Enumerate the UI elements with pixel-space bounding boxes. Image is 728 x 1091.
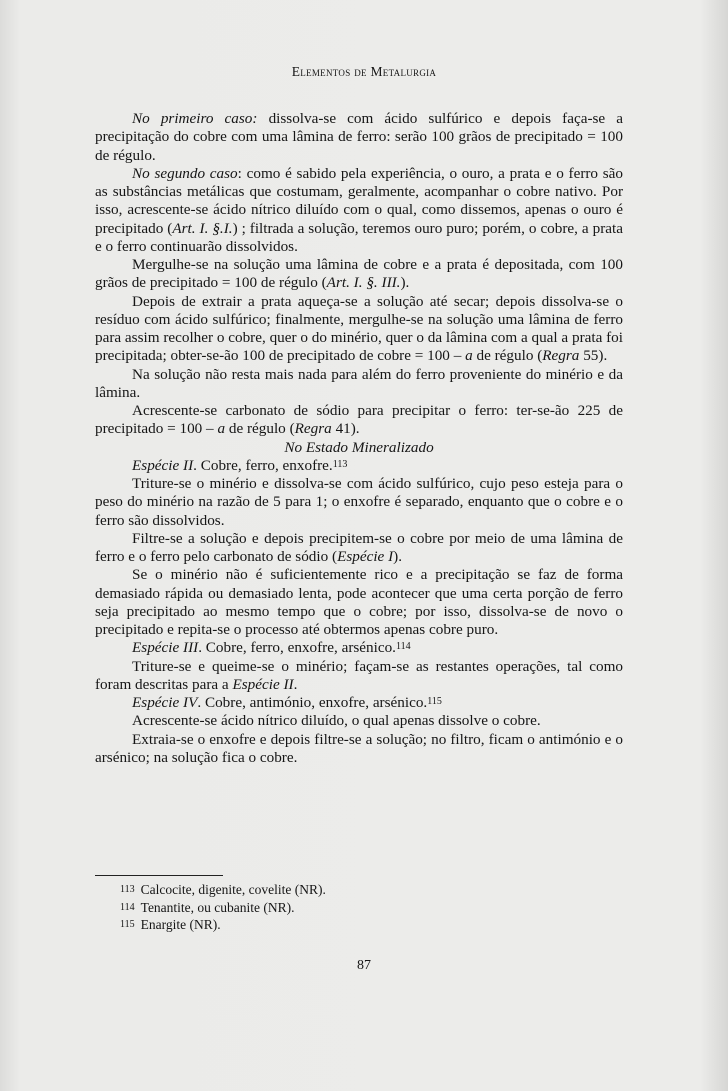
footnotes <box>120 881 620 934</box>
footnote <box>120 916 620 934</box>
text-run: ) ; filtrada a solução, teremos ouro puro; porém, o cobre, a prata e o ferro continuarão dissolvidos. <box>95 219 623 255</box>
italic-text: Art. I. §.I. <box>172 219 233 237</box>
text-run: ). <box>400 274 410 292</box>
italic-text: No primeiro caso: <box>132 110 258 127</box>
footnote-rule <box>95 875 223 876</box>
paragraph <box>95 475 623 530</box>
text-run: ). <box>393 548 402 565</box>
footnote-text: Tenantite, ou cubanite (NR). <box>140 899 295 915</box>
text-run: . Cobre, antimónio, enxofre, arsénico. <box>197 694 428 711</box>
page-number: 87 <box>357 958 371 973</box>
text-run: 41). <box>331 420 360 438</box>
text-run: Extraia-se o enxofre e depois filtre-se a solução; no filtro, ficam o antimónio e o arsénico; na solução fica o cobre. <box>95 730 623 766</box>
italic-text: Art. I. §. III. <box>326 274 401 292</box>
text-run: Mergulhe-se na solução uma lâmina de cobre e a prata é depositada, com 100 grãos de precipitado = 100 de régulo ( <box>95 256 623 292</box>
paragraph <box>95 530 623 567</box>
text-run: . <box>293 675 298 693</box>
italic-text: Regra <box>542 347 580 365</box>
footnote <box>120 881 620 899</box>
paragraph <box>95 694 623 712</box>
text-run: Filtre-se a solução e depois precipitem-se o cobre por meio de uma lâmina de ferro e o ferro pelo carbonato de sódio ( <box>95 529 623 565</box>
paragraph <box>95 639 623 657</box>
text-run: Depois de extrair a prata aqueça-se a solução até secar; depois dissolva-se o resíduo com ácido sulfúrico; finalmente, mergulhe-se na solução uma lâmina de ferro para assim recolher o cobre, quer o do minério, quer o da lâmina com a qual a prata foi precipitada; obter-se-ão 100 de precipitado de cobre = 100 – <box>95 292 623 365</box>
text-run: Se o minério não é suficientemente rico e a precipitação se faz de forma demasiado rápida ou demasiado lenta, pode acontecer que uma certa porção de ferro seja precipitado ao mesmo tempo que o cobre; por isso, dissolva-se de novo o precipitado e repita-se o processo até obtermos apenas cobre puro. <box>95 566 623 638</box>
paragraph <box>95 293 623 366</box>
paragraph <box>95 566 623 639</box>
body-text <box>95 110 623 767</box>
footnote-text: Calcocite, digenite, covelite (NR). <box>140 882 326 897</box>
text-run: Na solução não resta mais nada para além do ferro proveniente do minério e da lâmina. <box>95 365 623 401</box>
paragraph <box>95 731 623 768</box>
text-run: : como é sabido pela experiência, o ouro, a prata e o ferro são as substâncias metálicas que costumam, geralmente, acompanhar o cobre nativo. Por isso, acrescente-se ácido nítrico diluído com o qual, como dissemos, apenas o ouro é precipitado ( <box>95 164 624 237</box>
italic-text: No Estado Mineralizado <box>284 438 434 456</box>
footnote-text: Enargite (NR). <box>140 917 221 932</box>
text-run: Acrescente-se carbonato de sódio para precipitar o ferro: ter-se-ão 225 de precipitado = 100 – <box>95 402 623 438</box>
section-heading <box>95 439 623 457</box>
text-run: Triture-se e queime-se o minério; façam-se as restantes operações, tal como foram descritas para a <box>95 657 623 693</box>
italic-text: Espécie II <box>232 675 294 693</box>
paragraph <box>95 366 623 403</box>
paragraph <box>95 402 623 439</box>
paragraph <box>95 165 623 256</box>
paragraph <box>95 457 623 475</box>
italic-text: a <box>465 347 473 365</box>
italic-text: Espécie I <box>337 548 394 565</box>
text-run: . Cobre, ferro, enxofre, arsénico. <box>198 639 396 657</box>
italic-text: Espécie III <box>132 639 199 657</box>
text-run: de régulo ( <box>472 347 543 365</box>
footnote-ref: 115 <box>427 696 442 707</box>
text-run: 55). <box>579 347 608 365</box>
text-run: de régulo ( <box>225 420 295 438</box>
italic-text: Regra <box>294 420 332 438</box>
footnote <box>120 899 620 917</box>
paragraph <box>95 712 623 730</box>
paragraph <box>95 658 623 695</box>
footnote-ref: 113 <box>332 458 348 470</box>
text-run: Triture-se o minério e dissolva-se com ácido sulfúrico, cujo peso esteja para o peso do minério na razão de 5 para 1; o enxofre é separado, enquanto que o cobre e o ferro são dissolvidos. <box>95 475 623 529</box>
footnote-ref: 114 <box>395 641 411 653</box>
footnote-number: 115 <box>120 919 135 930</box>
running-header: Elementos de Metalurgia <box>291 64 437 79</box>
footnote-number: 113 <box>120 884 135 895</box>
text-run: dissolva-se com ácido sulfúrico e depois faça-se a precipitação do cobre com uma lâmina de ferro: serão 100 grãos de precipitado = 100 de régulo. <box>95 110 624 164</box>
footnote-number: 114 <box>120 901 135 913</box>
italic-text: Espécie II <box>132 456 194 474</box>
paragraph <box>95 256 623 293</box>
italic-text: No segundo caso <box>132 164 238 182</box>
text-run: Acrescente-se ácido nítrico diluído, o qual apenas dissolve o cobre. <box>132 712 541 730</box>
text-run: . Cobre, ferro, enxofre. <box>193 456 333 474</box>
paragraph <box>95 110 623 165</box>
italic-text: Espécie IV <box>132 694 198 711</box>
italic-text: a <box>217 420 226 438</box>
